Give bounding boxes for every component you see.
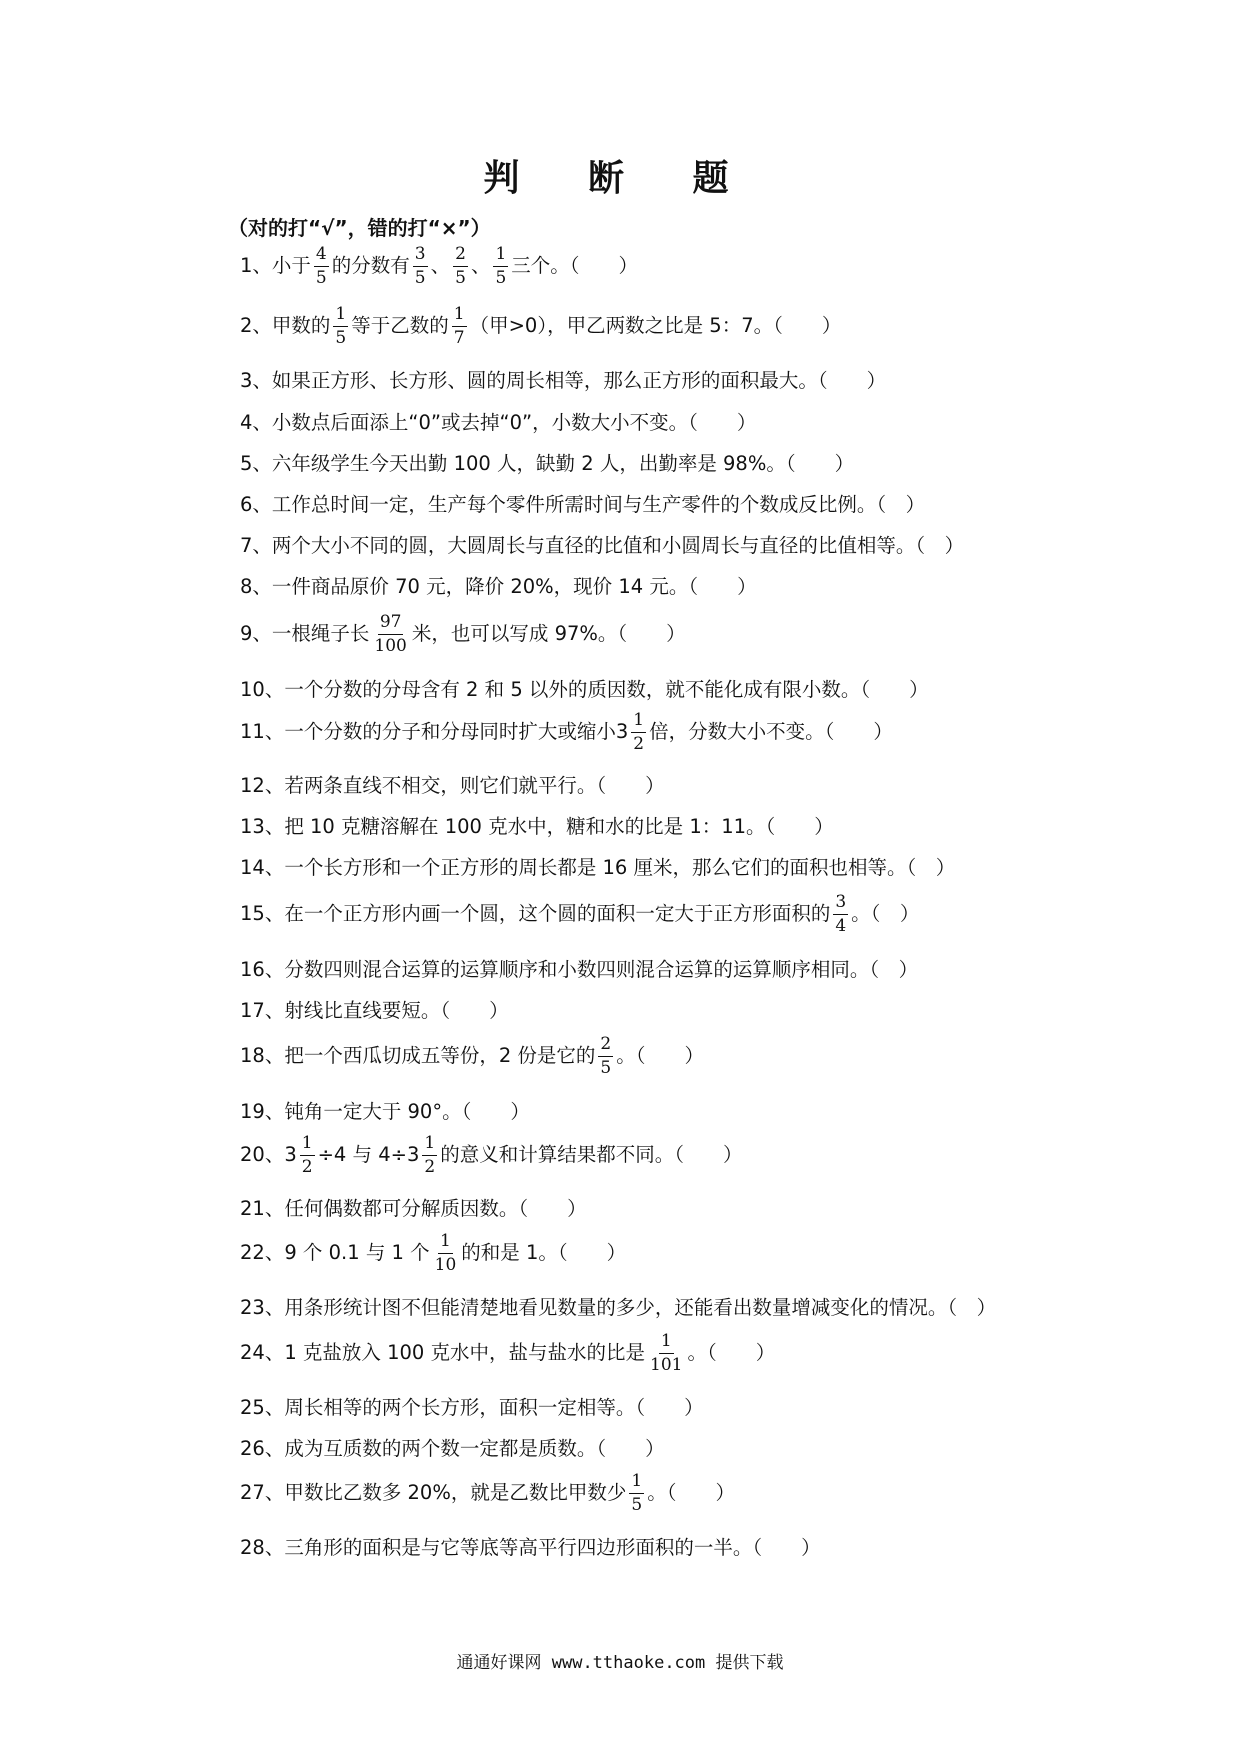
question-text: 19、钝角一定大于 90°。（ ） <box>240 1100 530 1124</box>
fraction <box>413 245 428 287</box>
question-item <box>240 1132 743 1177</box>
question-item <box>240 611 686 656</box>
question-text: 11、一个分数的分子和分母同时扩大或缩小3 <box>240 720 629 744</box>
question-text: 26、成为互质数的两个数一定都是质数。（ ） <box>240 1437 665 1461</box>
question-text: 18、把一个西瓜切成五等份，2 份是它的 <box>240 1044 596 1068</box>
fraction-numerator: 1 <box>300 1134 315 1156</box>
question-item <box>240 367 886 395</box>
question-text: 的意义和计算结果都不同。（ ） <box>440 1143 743 1167</box>
question-text: 21、任何偶数都可分解质因数。（ ） <box>240 1197 587 1221</box>
instruction-text: （对的打“√”，错的打“×”） <box>228 216 491 240</box>
fraction-numerator: 2 <box>453 245 468 267</box>
fraction-denominator: 7 <box>453 327 465 348</box>
question-item <box>240 997 509 1025</box>
question-item <box>240 772 665 800</box>
question-text: 、 <box>470 254 491 278</box>
fraction-numerator: 3 <box>833 893 848 915</box>
question-text: 22、9 个 0.1 与 1 个 <box>240 1241 430 1265</box>
fraction-denominator: 101 <box>650 1354 683 1375</box>
question-text: 的和是 1。（ ） <box>461 1241 627 1265</box>
question-text: 12、若两条直线不相交，则它们就平行。（ ） <box>240 774 665 798</box>
fraction-denominator: 100 <box>374 635 407 656</box>
question-item <box>240 1230 627 1275</box>
question-text: 、 <box>430 254 451 278</box>
fraction <box>631 711 646 753</box>
question-text: 9、一根绳子长 <box>240 622 370 646</box>
fraction <box>453 245 468 287</box>
question-item <box>240 813 834 841</box>
question-item <box>240 891 920 936</box>
fraction-numerator: 1 <box>659 1332 674 1354</box>
question-text: 。（ ） <box>687 1341 776 1365</box>
question-item <box>240 491 925 519</box>
question-item <box>240 450 854 478</box>
question-text: 14、一个长方形和一个正方形的周长都是 16 厘米，那么它们的面积也相等。（ ） <box>240 856 956 880</box>
fraction-denominator: 10 <box>434 1254 457 1275</box>
fraction <box>648 1332 684 1374</box>
question-text: 16、分数四则混合运算的运算顺序和小数四则混合运算的运算顺序相同。（ ） <box>240 958 919 982</box>
question-item <box>240 1394 704 1422</box>
fraction-numerator: 1 <box>493 245 508 267</box>
question-text: 8、一件商品原价 70 元，降价 20%，现价 14 元。（ ） <box>240 575 757 599</box>
question-text: 10、一个分数的分母含有 2 和 5 以外的质因数，就不能化成有限小数。（ ） <box>240 678 929 702</box>
question-text: 。（ ） <box>616 1044 705 1068</box>
question-item <box>240 956 918 984</box>
question-text: 15、在一个正方形内画一个圆，这个圆的面积一定大于正方形面积的 <box>240 902 831 926</box>
question-item <box>240 1033 705 1078</box>
fraction-numerator: 1 <box>422 1134 437 1156</box>
question-item <box>240 243 639 288</box>
fraction <box>452 305 467 347</box>
question-text: （甲>0），甲乙两数之比是 5：7。（ ） <box>469 314 842 338</box>
question-item <box>240 1534 821 1562</box>
fraction-denominator: 5 <box>455 267 466 288</box>
fraction-denominator: 5 <box>631 1494 643 1515</box>
fraction <box>300 1134 315 1176</box>
fraction <box>433 1232 459 1274</box>
fraction-denominator: 5 <box>335 327 347 348</box>
page-title: 判 断 题 <box>483 158 757 199</box>
question-text: 2、甲数的 <box>240 314 331 338</box>
question-text: 米，也可以写成 97%。（ ） <box>411 622 686 646</box>
question-text: 3、如果正方形、长方形、圆的周长相等，那么正方形的面积最大。（ ） <box>240 369 887 393</box>
fraction-denominator: 4 <box>835 915 847 936</box>
question-item <box>240 1294 996 1322</box>
question-text: 28、三角形的面积是与它等底等高平行四边形面积的一半。（ ） <box>240 1536 821 1560</box>
question-item <box>240 1470 735 1515</box>
fraction-denominator: 5 <box>600 1057 612 1078</box>
question-text: 。（ ） <box>851 902 920 926</box>
fraction-numerator: 4 <box>314 245 329 267</box>
question-item <box>240 1195 587 1223</box>
fraction <box>372 613 408 655</box>
fraction-numerator: 97 <box>378 613 404 635</box>
question-text: 。（ ） <box>647 1481 735 1505</box>
question-item <box>240 1098 530 1126</box>
fraction <box>598 1035 613 1077</box>
fraction-numerator: 1 <box>629 1472 644 1494</box>
question-text: 5、六年级学生今天出勤 100 人，缺勤 2 人，出勤率是 98%。（ ） <box>240 452 855 476</box>
question-text: 倍，分数大小不变。（ ） <box>649 720 893 744</box>
question-text: ÷4 与 4÷3 <box>317 1143 420 1167</box>
question-item <box>240 303 842 348</box>
question-text: 6、工作总时间一定，生产每个零件所需时间与生产零件的个数成反比例。（ ） <box>240 493 926 517</box>
fraction-denominator: 2 <box>633 733 645 754</box>
question-text: 1、小于 <box>240 254 311 278</box>
fraction-numerator: 1 <box>452 305 467 327</box>
fraction-denominator: 5 <box>414 267 426 288</box>
fraction-numerator: 1 <box>631 711 646 733</box>
question-text: 20、3 <box>240 1143 297 1167</box>
fraction-numerator: 3 <box>413 245 428 267</box>
fraction-denominator: 5 <box>315 267 327 288</box>
fraction-denominator: 2 <box>301 1156 313 1177</box>
fraction <box>493 245 508 287</box>
question-text: 13、把 10 克糖溶解在 100 克水中，糖和水的比是 1：11。（ ） <box>240 815 834 839</box>
fraction-numerator: 2 <box>598 1035 613 1057</box>
question-text: 25、周长相等的两个长方形，面积一定相等。（ ） <box>240 1396 704 1420</box>
question-text: 4、小数点后面添上“0”或去掉“0”，小数大小不变。（ ） <box>240 411 757 435</box>
fraction <box>629 1472 644 1514</box>
fraction-numerator: 1 <box>333 305 348 327</box>
fraction <box>314 245 329 287</box>
question-text: 27、甲数比乙数多 20%，就是乙数比甲数少 <box>240 1481 627 1505</box>
question-item <box>240 532 964 560</box>
footer-text: 通通好课网 www.tthaoke.com 提供下载 <box>456 1653 784 1673</box>
question-item <box>240 409 756 437</box>
fraction-denominator: 2 <box>424 1156 436 1177</box>
fraction-denominator: 5 <box>495 267 507 288</box>
fraction-numerator: 1 <box>438 1232 453 1254</box>
question-item <box>240 1435 665 1463</box>
question-text: 24、1 克盐放入 100 克水中，盐与盐水的比是 <box>240 1341 646 1365</box>
question-item <box>240 854 955 882</box>
question-text: 7、两个大小不同的圆，大圆周长与直径的比值和小圆周长与直径的比值相等。（ ） <box>240 534 965 558</box>
question-text: 23、用条形统计图不但能清楚地看见数量的多少，还能看出数量增减变化的情况。（ ） <box>240 1296 997 1320</box>
question-item <box>240 573 757 601</box>
question-text: 三个。（ ） <box>511 254 639 278</box>
fraction <box>833 893 848 935</box>
question-item <box>240 1330 776 1375</box>
fraction <box>422 1134 437 1176</box>
question-text: 的分数有 <box>331 254 410 278</box>
question-item <box>240 709 893 754</box>
question-item <box>240 676 929 704</box>
question-text: 17、射线比直线要短。（ ） <box>240 999 509 1023</box>
question-text: 等于乙数的 <box>351 314 449 338</box>
fraction <box>333 305 348 347</box>
